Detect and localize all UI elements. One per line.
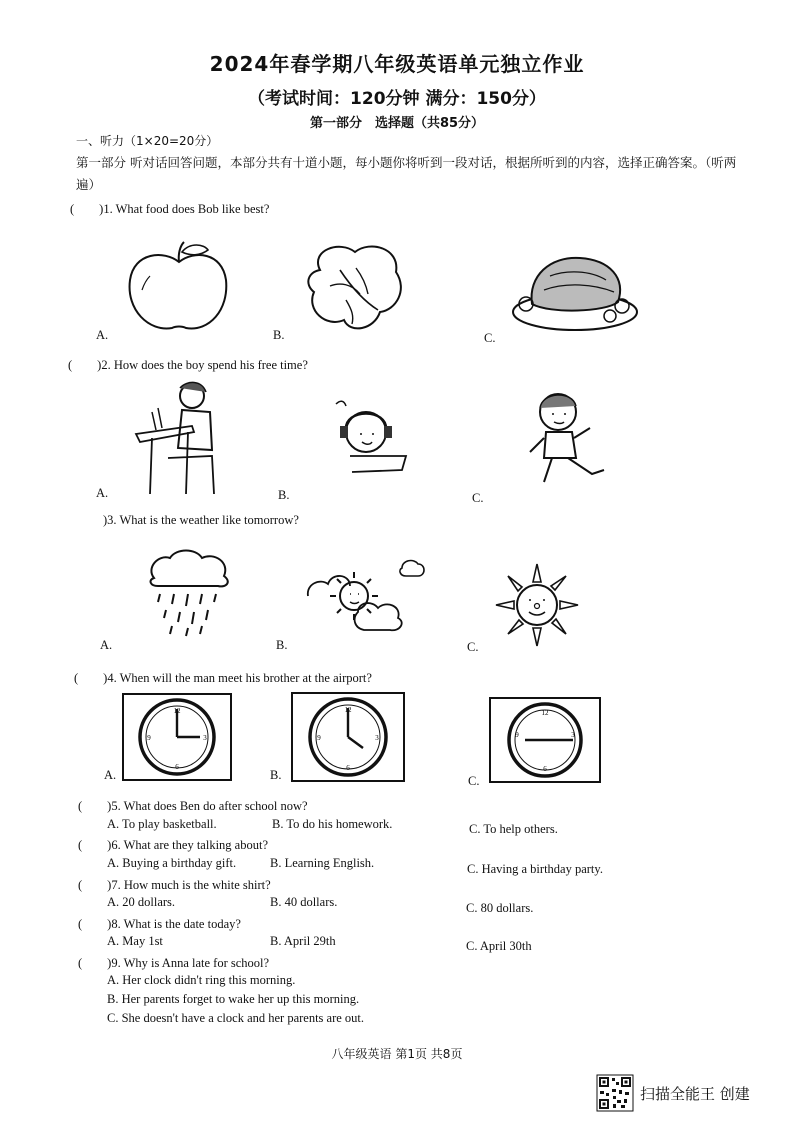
q7-option-c[interactable]: C. 80 dollars. [466, 901, 534, 915]
svg-text:9: 9 [317, 734, 321, 742]
page-footer: 八年级英语 第1页 共8页 [331, 1047, 463, 1061]
question-5 [78, 796, 308, 814]
q8-option-a[interactable]: A. May 1st [107, 934, 163, 948]
answer-paren[interactable]: ( ) [70, 202, 104, 216]
svg-text:3: 3 [571, 731, 575, 739]
q5-option-b[interactable]: B. To do his homework. [272, 817, 393, 831]
q6-option-c[interactable]: C. Having a birthday party. [467, 862, 603, 876]
question-text: 9. Why is Anna late for school? [111, 956, 270, 970]
svg-text:6: 6 [175, 763, 179, 771]
answer-paren[interactable]: ( ) [78, 917, 112, 931]
answer-paren[interactable]: ( ) [78, 878, 112, 892]
q7-option-b[interactable]: B. 40 dollars. [270, 895, 338, 909]
roast-chicken-icon [510, 246, 640, 336]
girl-headphones-icon [332, 400, 412, 475]
qr-code-icon [597, 1075, 633, 1111]
section-heading: 一、听力（1×20=20分） [76, 134, 219, 148]
question-text: 6. What are they talking about? [111, 838, 268, 852]
q1-label-a: A. [96, 328, 109, 342]
q6-option-a[interactable]: A. Buying a birthday gift. [107, 856, 237, 870]
question-text: 1. What food does Bob like best? [103, 202, 270, 216]
question-7 [78, 875, 271, 893]
boy-running-icon [522, 388, 612, 488]
question-6 [78, 835, 268, 853]
q9-option-a[interactable]: A. Her clock didn't ring this morning. [107, 973, 296, 987]
answer-paren[interactable]: ( ) [74, 671, 108, 685]
question-8 [78, 914, 241, 932]
q4-label-c: C. [468, 774, 480, 788]
section-instructions: 第一部分 听对话回答问题，本部分共有十道小题，每小题你将听到一段对话，根据所听到的内容，选择正确答案。（听两遍） [76, 155, 737, 192]
q4-label-b: B. [270, 768, 282, 782]
question-1 [70, 199, 269, 217]
svg-text:12: 12 [541, 709, 549, 717]
svg-text:12: 12 [344, 706, 352, 714]
scanner-watermark: 扫描全能王 创建 [640, 1085, 750, 1103]
svg-text:9: 9 [515, 731, 519, 739]
svg-text:12: 12 [173, 707, 181, 715]
q9-option-b[interactable]: B. Her parents forget to wake her up this morning. [107, 992, 360, 1006]
q3-label-c: C. [467, 640, 479, 654]
svg-text:9: 9 [147, 734, 151, 742]
exam-info: （考试时间：120分钟 满分：150分） [248, 89, 546, 109]
question-9 [78, 953, 269, 971]
q8-option-c[interactable]: C. April 30th [466, 939, 532, 953]
rainy-icon [146, 548, 236, 638]
q4-label-a: A. [104, 768, 117, 782]
question-text: 4. When will the man meet his brother at the airport? [107, 671, 372, 685]
svg-text:3: 3 [203, 734, 207, 742]
question-text: 2. How does the boy spend his free time? [101, 358, 308, 372]
answer-paren[interactable]: ( ) [78, 956, 112, 970]
q1-label-b: B. [273, 328, 285, 342]
clock-icon [122, 693, 232, 781]
q5-option-c[interactable]: C. To help others. [469, 822, 558, 836]
clock-icon [489, 697, 601, 783]
apple-icon [124, 240, 234, 335]
q2-label-c: C. [472, 491, 484, 505]
part-heading: 第一部分 选择题（共85分） [309, 116, 485, 131]
svg-text:6: 6 [543, 765, 547, 773]
q6-option-b[interactable]: B. Learning English. [270, 856, 375, 870]
svg-text:3: 3 [375, 734, 379, 742]
question-text: 5. What does Ben do after school now? [111, 799, 308, 813]
boy-reading-icon [132, 378, 232, 498]
sunny-cloudy-icon [306, 556, 426, 636]
svg-text:6: 6 [346, 764, 350, 772]
answer-paren[interactable]: ) [103, 513, 108, 527]
question-4 [74, 668, 372, 686]
question-3 [103, 513, 299, 528]
cabbage-icon [300, 240, 410, 335]
q2-label-b: B. [278, 488, 290, 502]
q3-label-b: B. [276, 638, 288, 652]
question-2 [68, 355, 308, 373]
q2-label-a: A. [96, 486, 109, 500]
q3-label-a: A. [100, 638, 113, 652]
q8-option-b[interactable]: B. April 29th [270, 934, 336, 948]
answer-paren[interactable]: ( ) [68, 358, 102, 372]
q9-option-c[interactable]: C. She doesn't have a clock and her parents are out. [107, 1011, 365, 1025]
sunny-icon [494, 562, 580, 648]
question-text: 7. How much is the white shirt? [111, 878, 271, 892]
question-text: 8. What is the date today? [111, 917, 241, 931]
q7-option-a[interactable]: A. 20 dollars. [107, 895, 176, 909]
clock-icon [291, 692, 405, 782]
page-title: 2024年春学期八年级英语单元独立作业 [209, 52, 585, 76]
answer-paren[interactable]: ( ) [78, 799, 112, 813]
q5-option-a[interactable]: A. To play basketball. [107, 817, 217, 831]
q1-label-c: C. [484, 331, 496, 345]
answer-paren[interactable]: ( ) [78, 838, 112, 852]
question-text: 3. What is the weather like tomorrow? [107, 513, 299, 527]
